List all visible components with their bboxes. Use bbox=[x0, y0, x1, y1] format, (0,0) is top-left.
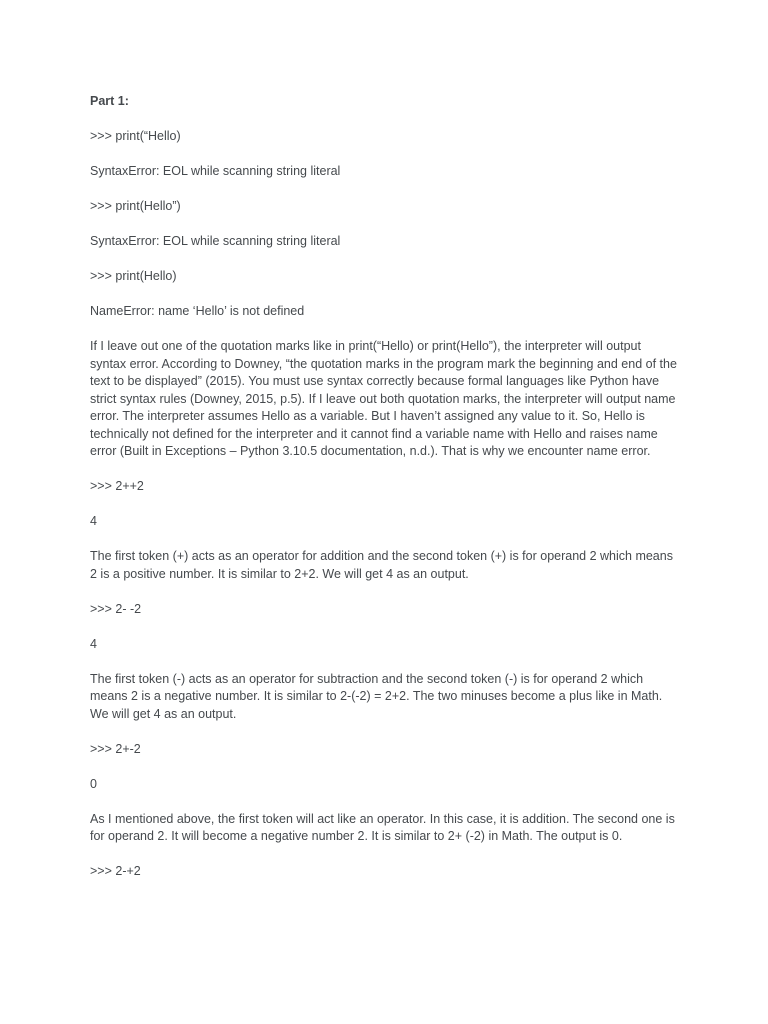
error-output: NameError: name ‘Hello’ is not defined bbox=[90, 304, 305, 318]
code-line: >>> print(Hello”) bbox=[90, 199, 181, 213]
error-output: SyntaxError: EOL while scanning string literal bbox=[90, 234, 341, 248]
code-line: >>> print(Hello) bbox=[90, 269, 177, 283]
explanation-paragraph: If I leave out one of the quotation marks like in print(“Hello) or print(Hello”), the interpreter will output syntax error. According to Downey, “the quotation marks in the program mark the beginning and end of the text to be displayed” (2015). You must use syntax correctly because formal languages like Python have strict syntax rules (Downey, 2015, p.5). If I leave out both quotation marks, the interpreter will output name error. The interpreter assumes Hello as a variable. But I haven’t assigned any value to it. So, Hello is technically not defined for the interpreter and it cannot find a variable name with Hello and raises name error (Built in Exceptions – Python 3.10.5 documentation, n.d.). That is why we encounter name error. bbox=[90, 339, 677, 458]
document-page bbox=[90, 93, 680, 898]
code-output: 4 bbox=[90, 514, 97, 528]
explanation-paragraph: The first token (-) acts as an operator for subtraction and the second token (-) is for operand 2 which means 2 is a negative number. It is similar to 2-(-2) = 2+2. The two minuses become a plus like in Math. We will get 4 as an output. bbox=[90, 671, 663, 721]
code-line: >>> 2-+2 bbox=[90, 864, 141, 878]
section-heading: Part 1: bbox=[90, 94, 129, 108]
code-line: >>> 2++2 bbox=[90, 479, 144, 493]
explanation-paragraph: As I mentioned above, the first token will act like an operator. In this case, it is addition. The second one is for operand 2. It will become a negative number 2. It is similar to 2+ (-2) in Math. The output is 0. bbox=[90, 811, 675, 843]
code-line: >>> 2- -2 bbox=[90, 601, 142, 616]
code-line: >>> print(“Hello) bbox=[90, 129, 181, 143]
explanation-paragraph: The first token (+) acts as an operator for addition and the second token (+) is for operand 2 which means 2 is a positive number. It is similar to 2+2. We will get 4 as an output. bbox=[90, 549, 673, 581]
code-output: 4 bbox=[90, 636, 97, 651]
code-output: 0 bbox=[90, 776, 97, 791]
code-line: >>> 2+-2 bbox=[90, 741, 141, 756]
error-output: SyntaxError: EOL while scanning string literal bbox=[90, 164, 341, 178]
